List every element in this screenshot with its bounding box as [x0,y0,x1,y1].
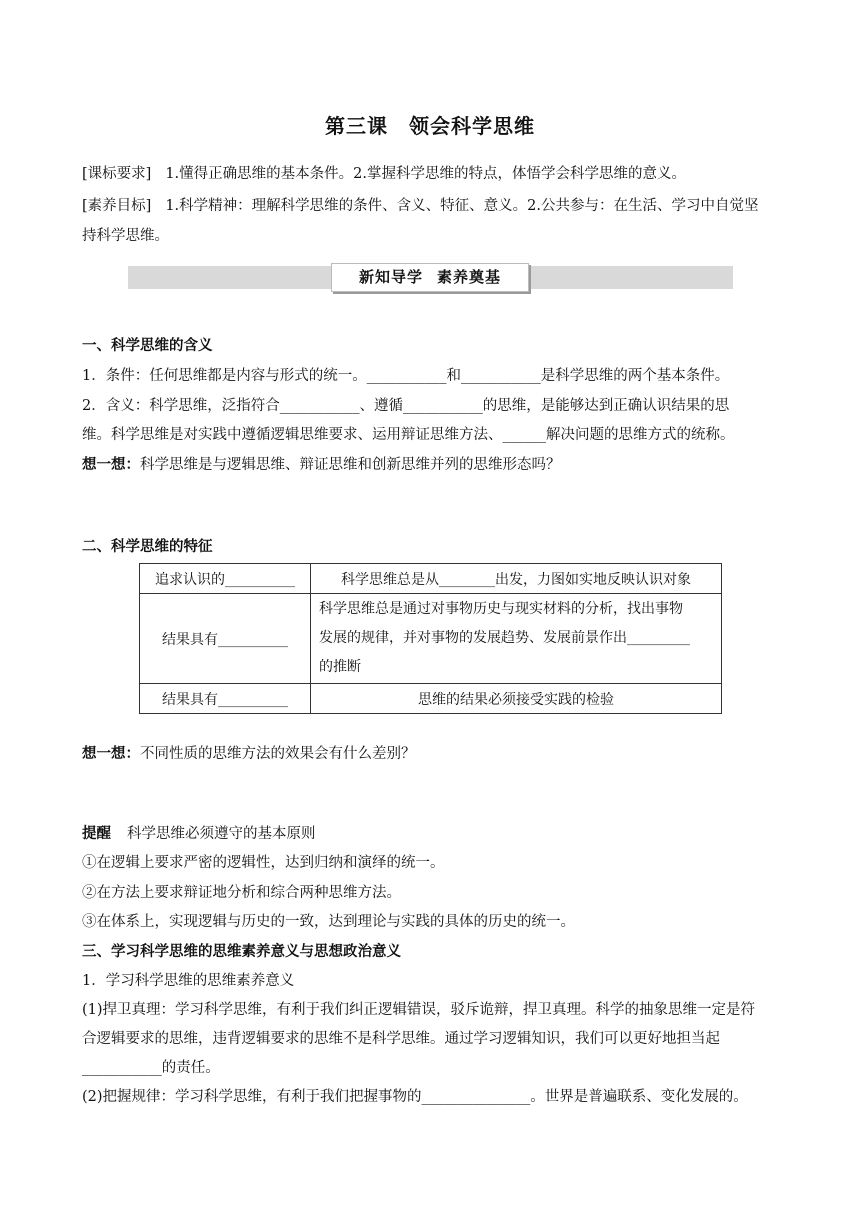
think-label: 想一想： [82,457,140,473]
section1-item1: 1．条件：任何思维都是内容与形式的统一。___________和___________是科学思维的两个基本条件。 [82,368,730,384]
standards-line [82,164,782,184]
section1-item2: 2．含义：科学思维，泛指符合___________、遵循___________的思维，是能够达到正确认识结果的思 [82,398,730,414]
section3-paragraph2: (2)把握规律：学习科学思维，有利于我们把握事物的_______________。世界是普遍联系、变化发展的。 [82,1089,748,1105]
section1-item2-continued: 维。科学思维是对实践中遵循逻辑思维要求、运用辩证思维方法、______解决问题的思维方式的统称。 [82,427,735,443]
section1-heading: 一、科学思维的含义 [82,338,213,354]
table-row [140,594,722,684]
tip-item: ②在方法上要求辩证地分析和综合两种思维方法。 [82,885,401,901]
section3-paragraph1-continued: 合逻辑要求的思维，违背逻辑要求的思维不是科学思维。通过学习逻辑知识，我们可以更好地担当起 [82,1031,720,1047]
table-cell: 结果具有__________ [140,594,311,684]
features-table [139,563,722,714]
standards-text: 1.懂得正确思维的基本条件。2.掌握科学思维的特点，体悟学会科学思维的意义。 [165,166,686,182]
section3-paragraph1-end: ___________的责任。 [82,1060,220,1076]
table-cell [311,594,722,684]
think-label: 想一想： [82,746,140,762]
section2-think [82,744,782,764]
table-cell: 思维的结果必须接受实践的检验 [311,684,722,714]
section3-subheading: 1．学习科学思维的思维素养意义 [82,973,295,989]
think-text: 不同性质的思维方法的效果会有什么差别？ [140,746,416,762]
table-row [140,684,722,714]
section3-heading: 三、学习科学思维的思维素养意义与思想政治意义 [82,944,401,960]
tip-heading [82,824,782,844]
goals-text-continued: 持科学思维。 [82,228,169,244]
table-cell: 科学思维总是从________出发，力图如实地反映认识对象 [311,564,722,594]
goals-line [82,196,782,216]
table-cell: 结果具有__________ [140,684,311,714]
banner-part2: 素养奠基 [437,268,502,286]
section-banner [331,263,529,292]
table-cell: 追求认识的__________ [140,564,311,594]
section2-heading: 二、科学思维的特征 [82,539,213,555]
table-cell-line: 科学思维总是通过对事物历史与现实材料的分析，找出事物 [319,601,683,617]
tip-item: ③在体系上，实现逻辑与历史的一致，达到理论与实践的具体的历史的统一。 [82,914,575,930]
table-cell-line: 的推断 [319,659,361,675]
table-cell-line: 发展的规律，并对事物的发展趋势、发展前景作出_________ [319,630,690,646]
table-row [140,564,722,594]
think-text: 科学思维是与逻辑思维、辩证思维和创新思维并列的思维形态吗？ [140,457,561,473]
section1-think [82,455,782,475]
banner-part1: 新知导学 [358,268,423,286]
goals-label: [素养目标] [82,198,152,214]
page-title: 第三课 领会科学思维 [325,114,535,138]
section3-paragraph1: (1)捍卫真理：学习科学思维，有利于我们纠正逻辑错误，驳斥诡辩，捍卫真理。科学的抽象思维一定是符 [82,1002,756,1018]
goals-text: 1.科学精神：理解科学思维的条件、含义、特征、意义。2.公共参与：在生活、学习中自觉坚 [165,198,759,214]
tip-item: ①在逻辑上要求严密的逻辑性，达到归纳和演绎的统一。 [82,855,445,871]
tip-title: 科学思维必须遵守的基本原则 [127,826,316,842]
standards-label: [课标要求] [82,166,152,182]
tip-label: 提醒 [82,826,111,842]
